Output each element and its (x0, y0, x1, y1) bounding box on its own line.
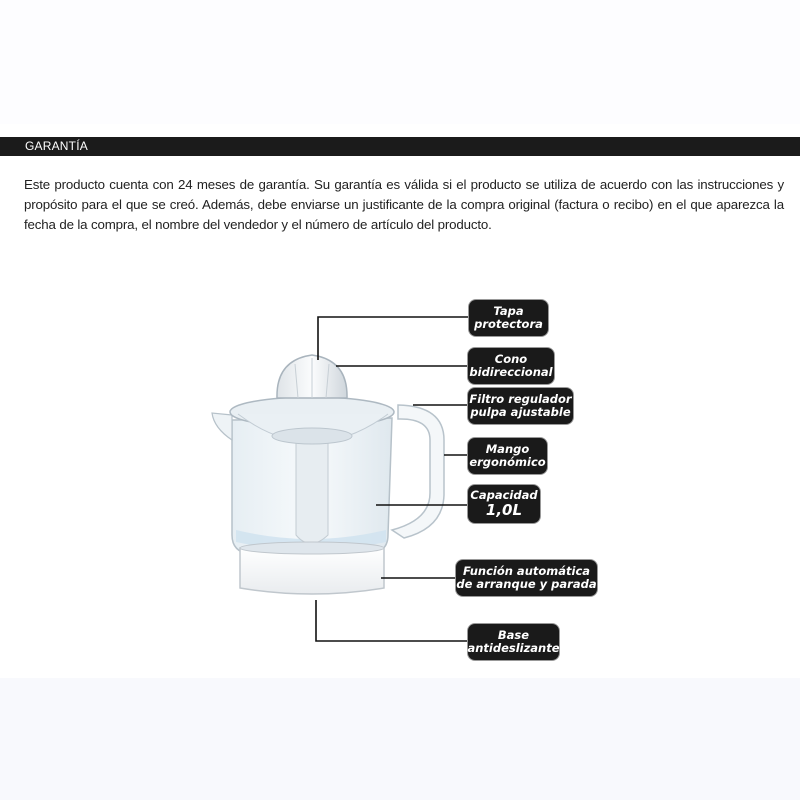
callout-base-antideslizante (468, 624, 559, 660)
callout-capacidad (468, 485, 540, 523)
reamer-column (296, 430, 328, 544)
jug-spout (212, 413, 232, 440)
callout-line: Mango (485, 442, 530, 456)
callout-line: de arranque y parada (456, 577, 597, 591)
callout-mango-ergonomico (468, 438, 547, 474)
callout-line: pulpa ajustable (470, 405, 571, 419)
callout-cono-bidireccional (468, 348, 554, 384)
callout-tapa-protectora (469, 300, 548, 336)
jug-handle (392, 405, 444, 538)
callout-funcion-automatica (456, 560, 597, 596)
callout-line: Base (497, 628, 530, 642)
callout-line: Filtro regulador (469, 392, 572, 406)
capacity-value: 1,0L (485, 501, 523, 519)
motor-base (240, 548, 384, 594)
callout-line: bidireccional (469, 365, 553, 379)
callout-line: Cono (494, 352, 528, 366)
callout-line: Función automática (462, 564, 591, 578)
callout-line: protectora (474, 317, 543, 331)
section-title: GARANTÍA (25, 139, 88, 153)
callout-line: antideslizante (467, 641, 560, 655)
callout-filtro-regulador (468, 388, 573, 424)
callout-line: Capacidad (470, 488, 538, 502)
warranty-paragraph: Este producto cuenta con 24 meses de garantía. Su garantía es válida si el producto se utiliza de acuerdo con las instrucciones y propósito para el que se creó. Además, debe enviarse un justificante de la compra original (factura o recibo) en el que aparezca la fecha de la compra, el nombre del vendedor y el número de artículo del producto. (24, 177, 784, 232)
callout-line: ergonómico (469, 455, 546, 469)
callout-line: Tapa (493, 304, 524, 318)
